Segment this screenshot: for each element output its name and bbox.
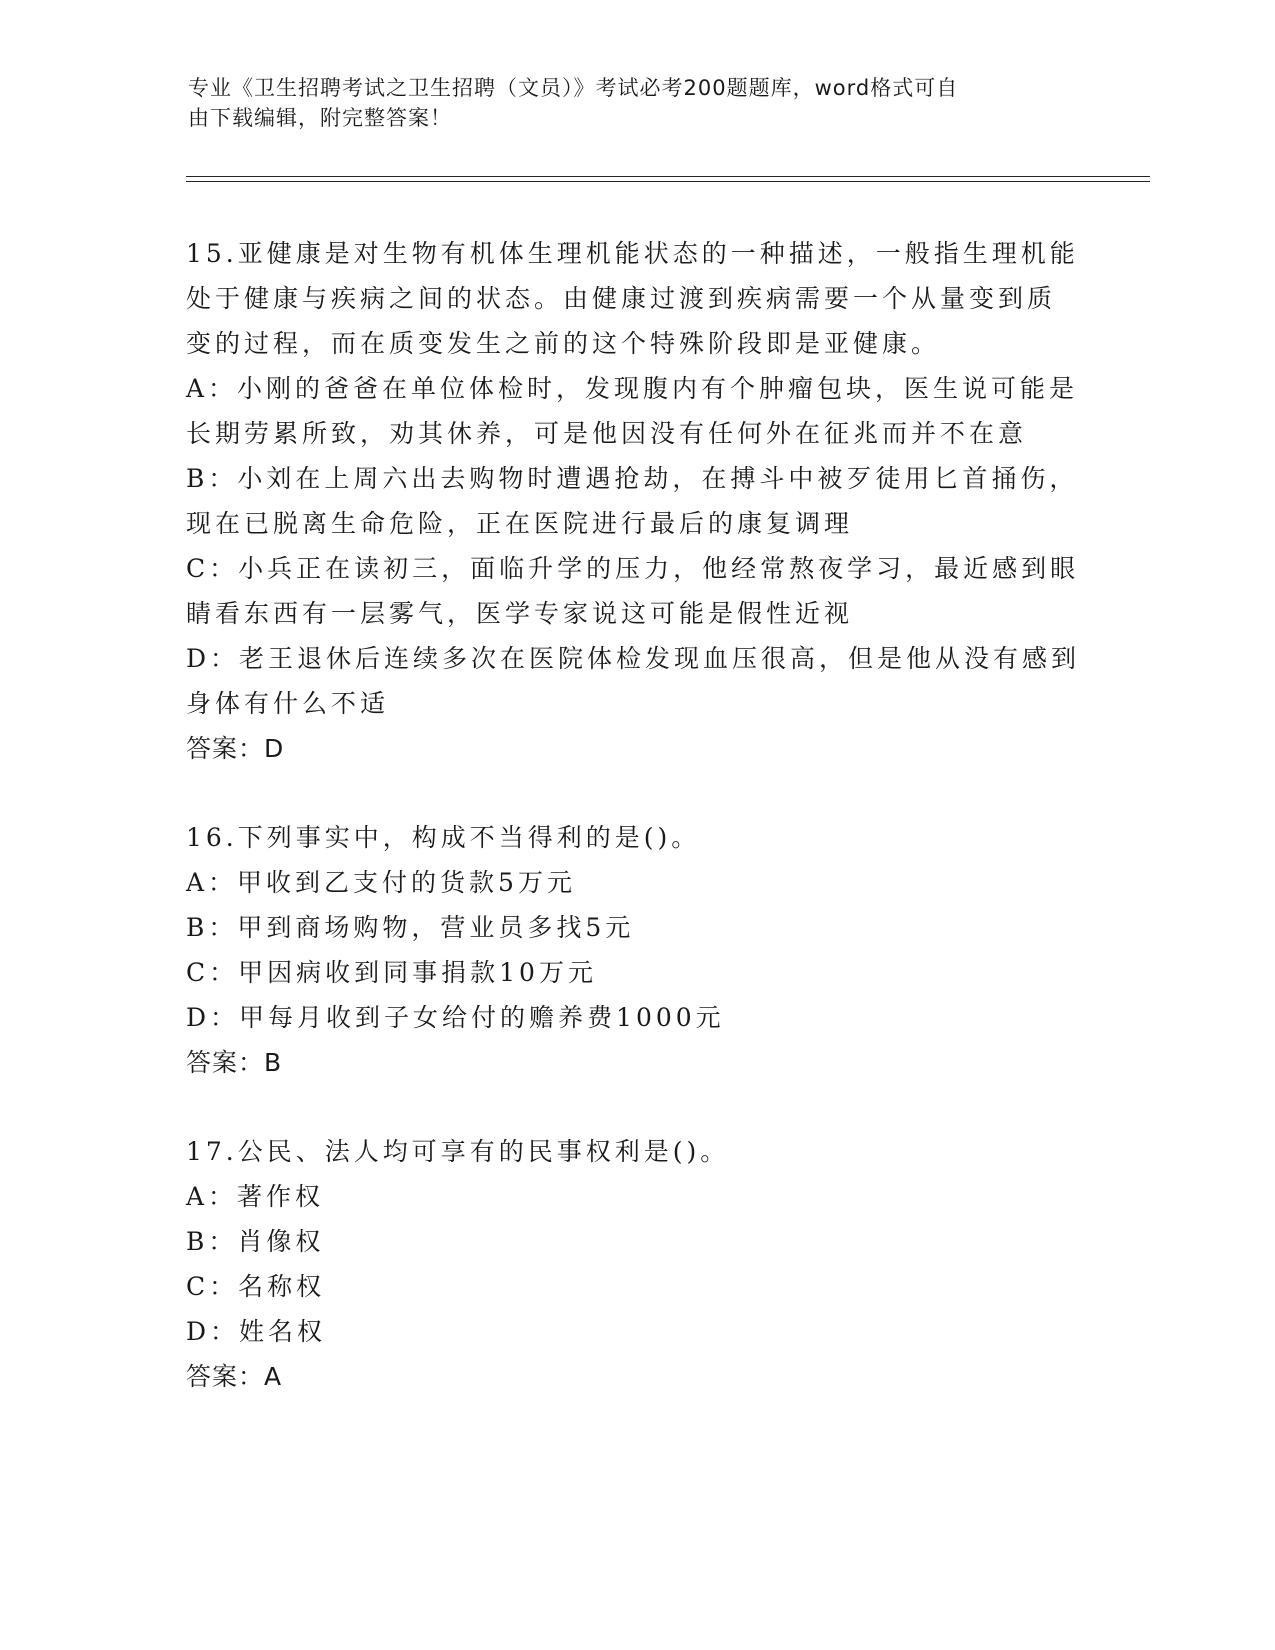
question-16 [186, 815, 1086, 1085]
option-a-line: 长期劳累所致，劝其休养，可是他因没有任何外在征兆而并不在意 [186, 419, 1028, 448]
header-divider-bottom [186, 181, 1150, 182]
header-line-2: 由下载编辑，附完整答案！ [188, 106, 452, 130]
option-a-line: A：甲收到乙支付的货款5万元 [186, 868, 576, 897]
question-stem-line: 变的过程，而在质变发生之前的这个特殊阶段即是亚健康。 [186, 329, 941, 358]
option-b-line: 现在已脱离生命危险，正在医院进行最后的康复调理 [186, 509, 854, 538]
question-15 [186, 231, 1086, 771]
option-d-line: D：老王退休后连续多次在医院体检发现血压很高，但是他从没有感到 [186, 644, 1081, 673]
answer-line: 答案：B [186, 1048, 283, 1077]
spacer [186, 1085, 1086, 1129]
header-divider-top [186, 176, 1150, 177]
option-c-line: C：名称权 [186, 1272, 326, 1301]
question-stem-line: 15.亚健康是对生物有机体生理机能状态的一种描述，一般指生理机能 [186, 239, 1079, 268]
option-a-line: A：著作权 [186, 1182, 325, 1211]
option-b-line: B：肖像权 [186, 1227, 325, 1256]
question-17 [186, 1129, 1086, 1399]
option-d-line: D：甲每月收到子女给付的赡养费1000元 [186, 1003, 725, 1032]
option-d-line: 身体有什么不适 [186, 689, 390, 718]
option-b-line: B：甲到商场购物，营业员多找5元 [186, 913, 635, 942]
option-a-line: A：小刚的爸爸在单位体检时，发现腹内有个肿瘤包块，医生说可能是 [186, 374, 1079, 403]
question-stem-line: 17.公民、法人均可享有的民事权利是()。 [186, 1137, 730, 1166]
answer-line: 答案：A [186, 1362, 283, 1391]
question-list [186, 231, 1086, 1399]
option-d-line: D：姓名权 [186, 1317, 327, 1346]
header-line-1: 专业《卫生招聘考试之卫生招聘（文员）》考试必考200题题库，word格式可自 [188, 76, 959, 100]
option-c-line: 睛看东西有一层雾气，医学专家说这可能是假性近视 [186, 599, 854, 628]
spacer [186, 771, 1086, 815]
option-b-line: B：小刘在上周六出去购物时遭遇抢劫，在搏斗中被歹徒用匕首捅伤， [186, 464, 1079, 493]
option-c-line: C：甲因病收到同事捐款10万元 [186, 958, 597, 987]
option-c-line: C：小兵正在读初三，面临升学的压力，他经常熬夜学习，最近感到眼 [186, 554, 1080, 583]
answer-line: 答案：D [186, 734, 285, 763]
question-stem-line: 处于健康与疾病之间的状态。由健康过渡到疾病需要一个从量变到质 [186, 284, 1057, 313]
question-stem-line: 16.下列事实中，构成不当得利的是()。 [186, 823, 701, 852]
document-header [188, 73, 1068, 133]
